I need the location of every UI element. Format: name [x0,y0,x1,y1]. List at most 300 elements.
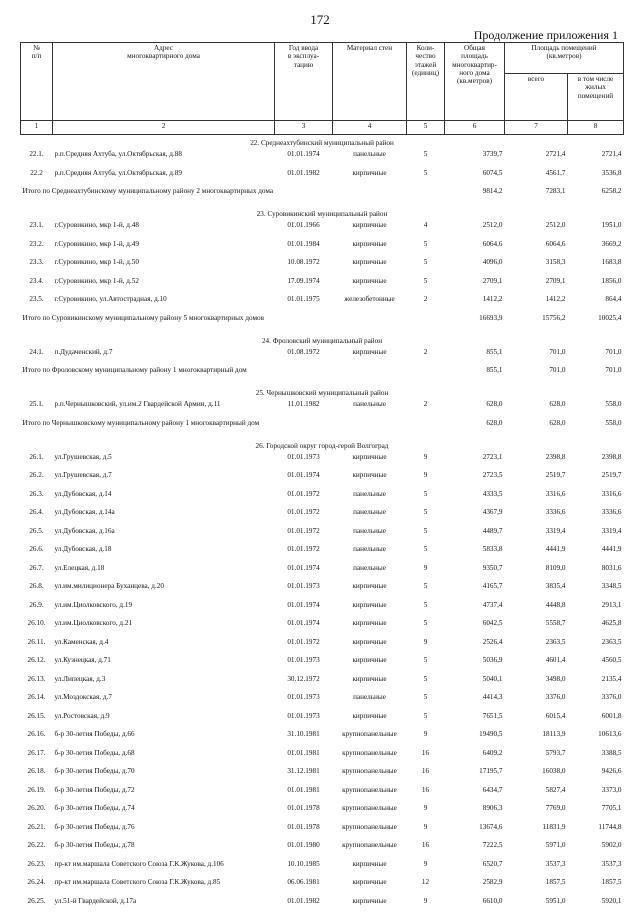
premises-area-residential: 8031,6 [568,564,624,583]
floors: 16 [407,841,445,860]
premises-area-residential: 9426,6 [568,767,624,786]
year-built: 10.08.1972 [275,258,333,277]
premises-area-all: 4561,7 [505,169,568,188]
table-row [21,601,624,620]
address: п.Дудаченский, д.7 [53,348,275,367]
row-number: 26.8. [21,582,53,601]
total-area: 2512,0 [445,221,505,240]
table-row [21,348,624,367]
wall-material: кирпичные [333,897,407,915]
address: ул.Дубовская, д.14а [53,508,275,527]
wall-material: панельные [333,545,407,564]
row-number: 26.19. [21,786,53,805]
total-area: 2582,9 [445,878,505,897]
premises-area-all: 2519,7 [505,471,568,490]
premises-area-all: 5827,4 [505,786,568,805]
premises-area-residential: 1857,5 [568,878,624,897]
address: ул.Каменская, д.4 [53,638,275,657]
total-area: 4165,7 [445,582,505,601]
table-row [21,860,624,879]
floors: 9 [407,804,445,823]
premises-area-residential: 7705,1 [568,804,624,823]
wall-material: крупнопанельные [333,730,407,749]
total-row [21,314,624,333]
premises-area-all: 3835,4 [505,582,568,601]
address: б-р 30-летия Победы, д.68 [53,749,275,768]
wall-material: кирпичные [333,277,407,296]
table-row [21,712,624,731]
address: пр-кт им.маршала Советского Союза Г.К.Жукова, д.85 [53,878,275,897]
housing-register-table [20,42,624,915]
table-row [21,508,624,527]
address: б-р 30-летия Победы, д.76 [53,823,275,842]
year-built: 01.08.1972 [275,348,333,367]
row-number: 24.1. [21,348,53,367]
table-row [21,693,624,712]
table-row [21,527,624,546]
year-built: 01.01.1978 [275,804,333,823]
address: ул.им.Циолковского, д.21 [53,619,275,638]
wall-material: кирпичные [333,638,407,657]
year-built: 01.01.1974 [275,601,333,620]
total-premises-area-residential: 701,0 [568,366,624,385]
year-built: 10.10.1985 [275,860,333,879]
floors: 5 [407,258,445,277]
table-row [21,786,624,805]
total-area: 1412,2 [445,295,505,314]
row-number: 23.4. [21,277,53,296]
year-built: 01.01.1974 [275,564,333,583]
total-area: 2723,5 [445,471,505,490]
premises-area-all: 18113,9 [505,730,568,749]
address: ул.51-й Гвардейской, д.17а [53,897,275,915]
premises-area-all: 4601,4 [505,656,568,675]
total-premises-area-all: 628,0 [505,419,568,438]
premises-area-residential: 5902,0 [568,841,624,860]
total-area: 4096,0 [445,258,505,277]
premises-area-all: 3376,0 [505,693,568,712]
premises-area-all: 3319,4 [505,527,568,546]
address: р.п.Средняя Ахтуба, ул.Октябрьская, д.89 [53,169,275,188]
premises-area-residential: 3536,8 [568,169,624,188]
total-area: 6610,0 [445,897,505,915]
total-area: 9350,7 [445,564,505,583]
total-area: 6520,7 [445,860,505,879]
total-premises-area-all: 7283,1 [505,187,568,206]
premises-area-residential: 1683,8 [568,258,624,277]
total-area: 6409,2 [445,749,505,768]
total-area: 7651,5 [445,712,505,731]
wall-material: кирпичные [333,582,407,601]
table-row [21,897,624,915]
table-row [21,767,624,786]
row-number: 25.1. [21,400,53,419]
premises-area-all: 11831,9 [505,823,568,842]
year-built: 31.10.1981 [275,730,333,749]
address: ул.Дубовская, д.16а [53,527,275,546]
wall-material: крупнопанельные [333,823,407,842]
premises-area-all: 2721,4 [505,150,568,169]
wall-material: панельные [333,527,407,546]
table-row [21,656,624,675]
floors: 9 [407,730,445,749]
table-row [21,619,624,638]
total-row [21,419,624,438]
row-number: 26.2. [21,471,53,490]
table-row [21,730,624,749]
total-label: Итого по Чернышковскому муниципальному району 1 многоквартирный дом [21,419,445,438]
table-row [21,675,624,694]
total-area: 855,1 [445,348,505,367]
wall-material: панельные [333,564,407,583]
wall-material: крупнопанельные [333,749,407,768]
total-area: 3739,7 [445,150,505,169]
total-row [21,366,624,385]
floors: 2 [407,295,445,314]
total-area: 7222,5 [445,841,505,860]
year-built: 01.01.1978 [275,823,333,842]
row-number: 26.22. [21,841,53,860]
region-heading: 25. Чернышковский муниципальный район [21,385,624,400]
premises-area-residential: 2519,7 [568,471,624,490]
address: пр-кт им.маршала Советского Союза Г.К.Жукова, д.106 [53,860,275,879]
year-built: 01.01.1973 [275,712,333,731]
year-built: 01.01.1973 [275,656,333,675]
wall-material: кирпичные [333,656,407,675]
total-premises-area-residential: 6258,2 [568,187,624,206]
row-number: 26.15. [21,712,53,731]
table-row [21,471,624,490]
region-heading-row [21,385,624,400]
wall-material: кирпичные [333,348,407,367]
total-label: Итого по Фроловскому муниципальному району 1 многоквартирный дом [21,366,445,385]
wall-material: кирпичные [333,453,407,472]
year-built: 30.12.1972 [275,675,333,694]
header-total-area: Общая площадь многоквартир- ного дома (кв.метров) [445,43,505,121]
premises-area-all: 2398,8 [505,453,568,472]
floors: 5 [407,490,445,509]
wall-material: кирпичные [333,240,407,259]
total-area: 2723,1 [445,453,505,472]
appendix-title: Продолжение приложения 1 [474,28,618,43]
floors: 5 [407,545,445,564]
floors: 5 [407,277,445,296]
total-area: 6074,5 [445,169,505,188]
premises-area-all: 701,0 [505,348,568,367]
premises-area-all: 1857,5 [505,878,568,897]
address: г.Суровикино, ул.Автострадная, д.10 [53,295,275,314]
address: ул.Липецкая, д.3 [53,675,275,694]
premises-area-residential: 3669,2 [568,240,624,259]
header-premises-residential: в том числе жилых помещений [568,74,624,121]
premises-area-all: 4448,8 [505,601,568,620]
wall-material: панельные [333,490,407,509]
table-body [21,135,624,915]
address: ул.Дубовская, д.14 [53,490,275,509]
premises-area-residential: 3537,3 [568,860,624,879]
region-heading: 24. Фроловский муниципальный район [21,333,624,348]
wall-material: кирпичные [333,258,407,277]
row-number: 26.1. [21,453,53,472]
premises-area-all: 3498,0 [505,675,568,694]
row-number: 26.10. [21,619,53,638]
column-index-cell: 5 [407,121,445,135]
address: б-р 30-летия Победы, д.70 [53,767,275,786]
floors: 2 [407,400,445,419]
premises-area-residential: 3319,4 [568,527,624,546]
premises-area-residential: 3316,6 [568,490,624,509]
row-number: 26.16. [21,730,53,749]
total-area: 6042,5 [445,619,505,638]
premises-area-all: 3336,6 [505,508,568,527]
year-built: 01.01.1973 [275,453,333,472]
wall-material: крупнопанельные [333,804,407,823]
table-row [21,490,624,509]
floors: 4 [407,221,445,240]
premises-area-all: 3158,3 [505,258,568,277]
wall-material: железобетонные [333,295,407,314]
header-premises-area: Площадь помещений (кв.метров) [505,43,624,74]
row-number: 26.3. [21,490,53,509]
year-built: 01.01.1980 [275,841,333,860]
floors: 5 [407,582,445,601]
premises-area-all: 5793,7 [505,749,568,768]
region-heading: 22. Среднеахтубинский муниципальный район [21,135,624,151]
floors: 5 [407,712,445,731]
table-row [21,295,624,314]
year-built: 01.01.1975 [275,295,333,314]
floors: 5 [407,693,445,712]
premises-area-residential: 2913,1 [568,601,624,620]
wall-material: кирпичные [333,619,407,638]
total-area: 4414,3 [445,693,505,712]
row-number: 23.3. [21,258,53,277]
header-num: № п/п [21,43,53,121]
premises-area-residential: 2135,4 [568,675,624,694]
address: ул.им.милиционера Буханцева, д.20 [53,582,275,601]
premises-area-all: 6015,4 [505,712,568,731]
wall-material: кирпичные [333,169,407,188]
floors: 5 [407,169,445,188]
premises-area-all: 5951,0 [505,897,568,915]
floors: 9 [407,897,445,915]
floors: 5 [407,619,445,638]
premises-area-residential: 1951,0 [568,221,624,240]
floors: 9 [407,823,445,842]
row-number: 26.6. [21,545,53,564]
year-built: 06.06.1981 [275,878,333,897]
region-heading: 26. Городской округ город-герой Волгоград [21,438,624,453]
total-area: 6434,7 [445,786,505,805]
wall-material: кирпичные [333,712,407,731]
premises-area-residential: 558,0 [568,400,624,419]
premises-area-all: 1412,2 [505,295,568,314]
premises-area-residential: 2398,8 [568,453,624,472]
address: ул.Ростовская, д.9 [53,712,275,731]
total-area: 5036,9 [445,656,505,675]
premises-area-all: 3316,6 [505,490,568,509]
total-area: 2526,4 [445,638,505,657]
header-material: Материал стен [333,43,407,121]
region-heading: 23. Суровикинский муниципальный район [21,206,624,221]
total-total-area: 9814,2 [445,187,505,206]
total-premises-area-residential: 558,0 [568,419,624,438]
total-total-area: 855,1 [445,366,505,385]
region-heading-row [21,438,624,453]
wall-material: кирпичные [333,878,407,897]
premises-area-residential: 2363,5 [568,638,624,657]
year-built: 01.01.1981 [275,749,333,768]
total-area: 628,0 [445,400,505,419]
address: б-р 30-летия Победы, д.72 [53,786,275,805]
year-built: 01.01.1982 [275,169,333,188]
table-row [21,545,624,564]
row-number: 26.21. [21,823,53,842]
table-row [21,277,624,296]
premises-area-all: 7769,0 [505,804,568,823]
table-row [21,453,624,472]
table-row [21,400,624,419]
year-built: 01.01.1974 [275,619,333,638]
wall-material: кирпичные [333,221,407,240]
premises-area-all: 6064,6 [505,240,568,259]
wall-material: кирпичные [333,601,407,620]
region-heading-row [21,333,624,348]
year-built: 01.01.1981 [275,786,333,805]
row-number: 26.23. [21,860,53,879]
year-built: 01.01.1973 [275,693,333,712]
header-address: Адрес многоквартирного дома [53,43,275,121]
year-built: 01.01.1972 [275,490,333,509]
table-row [21,804,624,823]
premises-area-residential: 701,0 [568,348,624,367]
table-row [21,749,624,768]
wall-material: кирпичные [333,675,407,694]
floors: 9 [407,860,445,879]
floors: 5 [407,656,445,675]
year-built: 11.01.1982 [275,400,333,419]
year-built: 01.01.1972 [275,508,333,527]
floors: 16 [407,786,445,805]
premises-area-residential: 5920,1 [568,897,624,915]
wall-material: панельные [333,693,407,712]
premises-area-all: 16038,0 [505,767,568,786]
table-row [21,240,624,259]
total-area: 19490,5 [445,730,505,749]
total-label: Итого по Среднеахтубинскому муниципальному району 2 многоквартирных дома [21,187,445,206]
page-number: 172 [0,12,640,28]
year-built: 01.01.1974 [275,471,333,490]
premises-area-residential: 864,4 [568,295,624,314]
year-built: 01.01.1974 [275,150,333,169]
address: б-р 30-летия Победы, д.74 [53,804,275,823]
floors: 16 [407,767,445,786]
column-index-cell: 1 [21,121,53,135]
address: б-р 30-летия Победы, д.66 [53,730,275,749]
premises-area-residential: 11744,8 [568,823,624,842]
row-number: 26.5. [21,527,53,546]
total-area: 13674,6 [445,823,505,842]
wall-material: панельные [333,400,407,419]
table-row [21,638,624,657]
row-number: 23.1. [21,221,53,240]
wall-material: панельные [333,150,407,169]
premises-area-all: 5971,0 [505,841,568,860]
row-number: 26.24. [21,878,53,897]
table-row [21,169,624,188]
premises-area-all: 5558,7 [505,619,568,638]
total-label: Итого по Суровикинскому муниципальному району 5 многоквартирных домов [21,314,445,333]
header-floors: Коли- чество этажей (единиц) [407,43,445,121]
floors: 9 [407,471,445,490]
total-area: 4367,9 [445,508,505,527]
address: ул.Грушевская, д.7 [53,471,275,490]
total-premises-area-all: 15756,2 [505,314,568,333]
floors: 5 [407,508,445,527]
address: г.Суровикино, мкр 1-й, д.52 [53,277,275,296]
wall-material: кирпичные [333,471,407,490]
year-built: 01.01.1966 [275,221,333,240]
column-index-cell: 7 [505,121,568,135]
column-index-cell: 3 [275,121,333,135]
wall-material: крупнопанельные [333,767,407,786]
premises-area-all: 4441,9 [505,545,568,564]
premises-area-residential: 4441,9 [568,545,624,564]
address: б-р 30-летия Победы, д.78 [53,841,275,860]
premises-area-residential: 3376,0 [568,693,624,712]
premises-area-all: 3537,3 [505,860,568,879]
table-row [21,221,624,240]
address: ул.Елецкая, д.18 [53,564,275,583]
floors: 16 [407,749,445,768]
total-area: 4489,7 [445,527,505,546]
premises-area-all: 628,0 [505,400,568,419]
row-number: 26.25. [21,897,53,915]
premises-area-all: 2363,5 [505,638,568,657]
premises-area-residential: 10613,6 [568,730,624,749]
premises-area-residential: 3373,0 [568,786,624,805]
floors: 2 [407,348,445,367]
address: ул.Кузнецкая, д.71 [53,656,275,675]
row-number: 26.13. [21,675,53,694]
table-row [21,258,624,277]
address: р.п.Средняя Ахтуба, ул.Октябрьская, д.88 [53,150,275,169]
row-number: 23.5. [21,295,53,314]
total-area: 17195,7 [445,767,505,786]
row-number: 26.4. [21,508,53,527]
column-index-cell: 6 [445,121,505,135]
address: ул.Грушевская, д.5 [53,453,275,472]
row-number: 26.14. [21,693,53,712]
year-built: 01.01.1973 [275,582,333,601]
year-built: 01.01.1972 [275,638,333,657]
floors: 9 [407,638,445,657]
year-built: 31.12.1981 [275,767,333,786]
wall-material: крупнопанельные [333,841,407,860]
address: ул.Дубовская, д.18 [53,545,275,564]
premises-area-residential: 4625,8 [568,619,624,638]
floors: 9 [407,564,445,583]
year-built: 01.01.1982 [275,897,333,915]
total-area: 4737,4 [445,601,505,620]
table-row [21,878,624,897]
wall-material: кирпичные [333,860,407,879]
region-heading-row [21,135,624,151]
total-premises-area-residential: 10025,4 [568,314,624,333]
premises-area-all: 2512,0 [505,221,568,240]
total-row [21,187,624,206]
column-index-cell: 4 [333,121,407,135]
